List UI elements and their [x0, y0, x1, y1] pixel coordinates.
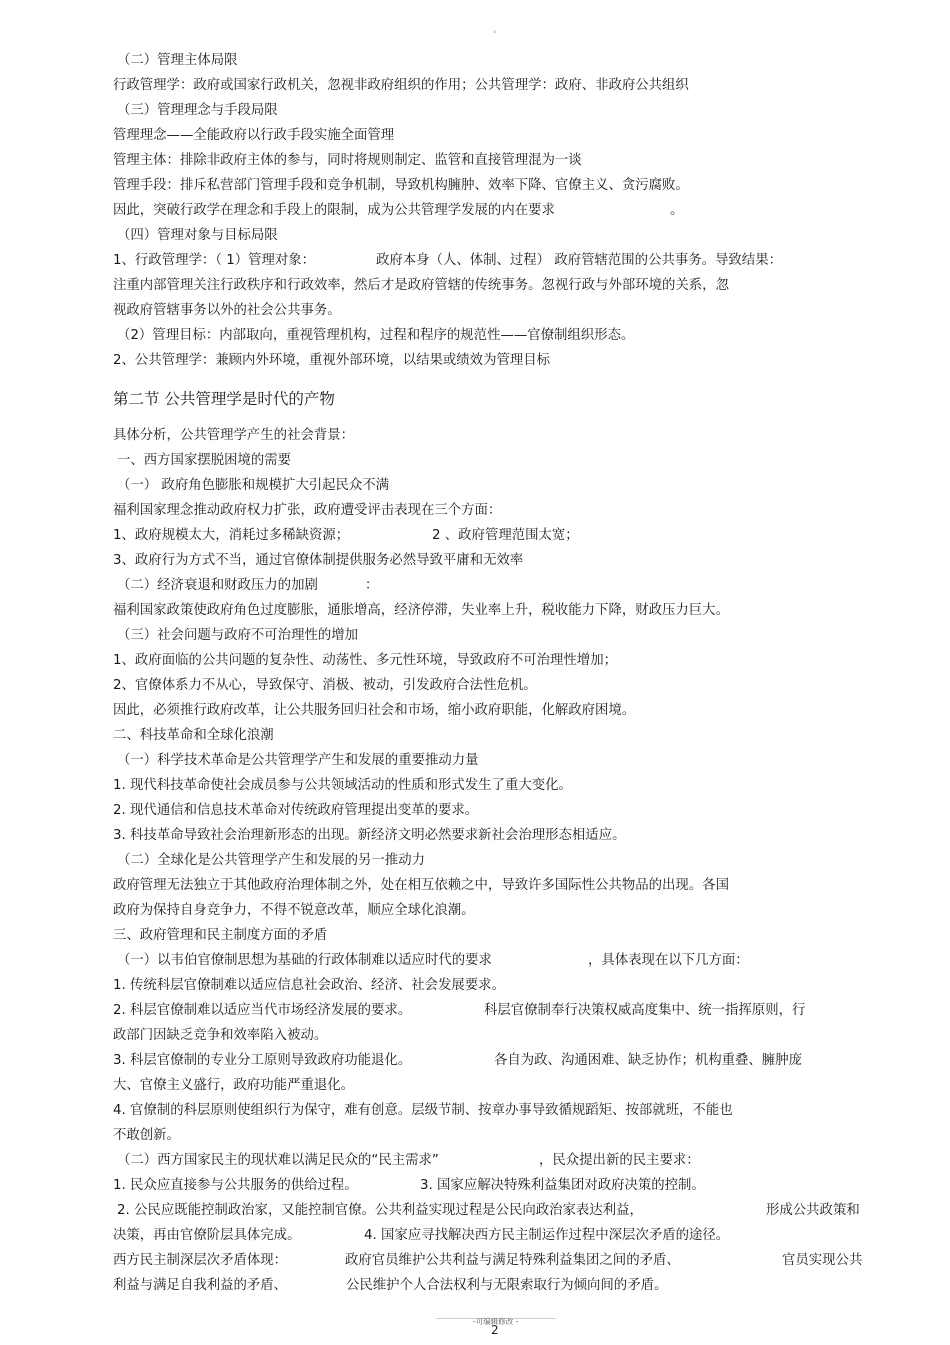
text-line: 三、政府管理和民主制度方面的矛盾 [113, 928, 328, 943]
top-mark: 。 [493, 25, 503, 35]
text-line: 不敢创新。 [113, 1128, 180, 1143]
text-line: 2、官僚体系力不从心，导致保守、消极、被动，引发政府合法性危机。 [113, 678, 537, 693]
text-line: 西方民主制深层次矛盾体现： [113, 1253, 288, 1268]
text-line: 福利国家政策使政府角色过度膨胀，通胀增高，经济停滞，失业率上升，税收能力下降，财政压力巨大。 [113, 603, 729, 618]
text-line: 因此，必须推行政府改革，让公共服务回归社会和市场，缩小政府职能，化解政府困境。 [113, 703, 636, 718]
text-line: 4. 官僚制的科层原则使组织行为保守，难有创意。层级节制、按章办事导致循规蹈矩、按部就班，不能也 [113, 1103, 733, 1118]
text-line: 管理理念——全能政府以行政手段实施全面管理 [113, 128, 395, 143]
text-line-segment: 科层官僚制奉行决策权威高度集中、统一指挥原则，行 [484, 1003, 806, 1018]
text-line: 3. 科技革命导致社会治理新形态的出现。新经济文明必然要求新社会治理形态相适应。 [113, 828, 626, 843]
text-line-segment: 2 、政府管理范围太宽； [432, 528, 579, 543]
text-line-segment: 官员实现公共 [782, 1253, 863, 1268]
text-line: （三）社会问题与政府不可治理性的增加 [117, 628, 359, 643]
text-line: （四）管理对象与目标局限 [117, 228, 278, 243]
text-line: 一、西方国家摆脱困境的需要 [117, 453, 292, 468]
text-line: 1、政府面临的公共问题的复杂性、动荡性、多元性环境，导致政府不可治理性增加； [113, 653, 617, 668]
text-line: 管理手段：排斥私营部门管理手段和竞争机制，导致机构臃肿、效率下降、官僚主义、贪污腐败。 [113, 178, 689, 193]
text-line-segment: 各自为政、沟通困难、缺乏协作；机构重叠、臃肿庞 [494, 1053, 802, 1068]
text-line: （一） 政府角色膨胀和规模扩大引起民众不满 [117, 478, 390, 493]
text-line: 1. 民众应直接参与公共服务的供给过程。 [113, 1178, 358, 1193]
text-line: 行政管理学：政府或国家行政机关，忽视非政府组织的作用；公共管理学：政府、非政府公共组织 [113, 78, 689, 93]
text-line: 2. 公民应既能控制政治家，又能控制官僚。公共利益实现过程是公民向政治家表达利益， [117, 1203, 643, 1218]
text-line: （二）经济衰退和财政压力的加剧 [117, 578, 318, 593]
text-line: 3. 科层官僚制的专业分工原则导致政府功能退化。 [113, 1053, 412, 1068]
text-line: 1、政府规模太大，消耗过多稀缺资源； [113, 528, 350, 543]
text-line-segment: ，民众提出新的民主要求： [539, 1153, 700, 1168]
text-line: 1. 传统科层官僚制难以适应信息社会政治、经济、社会发展要求。 [113, 978, 505, 993]
text-line: 政府为保持自身竞争力，不得不锐意改革，顺应全球化浪潮。 [113, 903, 475, 918]
text-line: 视政府管辖事务以外的社会公共事务。 [113, 303, 341, 318]
text-line: （一）以韦伯官僚制思想为基础的行政体制难以适应时代的要求 [117, 953, 492, 968]
text-line: 2、公共管理学：兼顾内外环境，重视外部环境，以结果或绩效为管理目标 [113, 353, 551, 368]
footer-text: -可编辑修改 - [473, 1317, 519, 1326]
text-line-segment: 政府本身（人、体制、过程） 政府管辖范围的公共事务。导致结果： [376, 253, 782, 268]
text-line: （二）西方国家民主的现状难以满足民众的“民主需求” [117, 1153, 439, 1168]
page-number: 2 [491, 1323, 499, 1337]
text-line: 政府管理无法独立于其他政府治理体制之外，处在相互依赖之中，导致许多国际性公共物品的出现。各国 [113, 878, 729, 893]
section-heading: 第二节 公共管理学是时代的产物 [113, 390, 335, 408]
text-line: （二）管理主体局限 [117, 53, 238, 68]
text-line: 决策，再由官僚阶层具体完成。 [113, 1228, 301, 1243]
text-line: （二）全球化是公共管理学产生和发展的另一推动力 [117, 853, 425, 868]
text-line: 大、官僚主义盛行，政府功能严重退化。 [113, 1078, 355, 1093]
text-line: （2）管理目标：内部取向，重视管理机构，过程和程序的规范性——官僚制组织形态。 [117, 328, 635, 343]
text-line-segment: 政府官员维护公共利益与满足特殊利益集团之间的矛盾、 [345, 1253, 680, 1268]
text-line: 政部门因缺乏竞争和效率陷入被动。 [113, 1028, 328, 1043]
text-line-segment: ，具体表现在以下几方面： [588, 953, 749, 968]
text-line: 福利国家理念推动政府权力扩张，政府遭受评击表现在三个方面： [113, 503, 502, 518]
text-line: 管理主体：排除非政府主体的参与，同时将规则制定、监管和直接管理混为一谈 [113, 153, 582, 168]
text-line-segment: 公民维护个人合法权利与无限索取行为倾向间的矛盾。 [346, 1278, 668, 1293]
text-line: （一）科学技术革命是公共管理学产生和发展的重要推动力量 [117, 753, 479, 768]
text-line: 具体分析，公共管理学产生的社会背景： [113, 428, 355, 443]
text-line: 3、政府行为方式不当，通过官僚体制提供服务必然导致平庸和无效率 [113, 553, 524, 568]
text-line: （三）管理理念与手段局限 [117, 103, 278, 118]
text-line-segment: ： [365, 578, 379, 593]
text-line-segment: 3. 国家应解决特殊利益集团对政府决策的控制。 [420, 1178, 705, 1193]
text-line: 二、科技革命和全球化浪潮 [113, 728, 274, 743]
text-line-segment: 。 [670, 203, 684, 218]
text-line: 利益与满足自我利益的矛盾、 [113, 1278, 288, 1293]
text-line: 2. 科层官僚制难以适应当代市场经济发展的要求。 [113, 1003, 412, 1018]
text-line-segment: 4. 国家应寻找解决西方民主制运作过程中深层次矛盾的途径。 [364, 1228, 730, 1243]
text-line-segment: 形成公共政策和 [766, 1203, 860, 1218]
text-line: 1、行政管理学：（ 1）管理对象： [113, 253, 316, 268]
text-line: 1. 现代科技革命使社会成员参与公共领域活动的性质和形式发生了重大变化。 [113, 778, 572, 793]
text-line: 2. 现代通信和信息技术革命对传统政府管理提出变革的要求。 [113, 803, 479, 818]
text-line: 因此，突破行政学在理念和手段上的限制，成为公共管理学发展的内在要求 [113, 203, 555, 218]
text-line: 注重内部管理关注行政秩序和行政效率，然后才是政府管辖的传统事务。忽视行政与外部环境的关系，忽 [113, 278, 729, 293]
